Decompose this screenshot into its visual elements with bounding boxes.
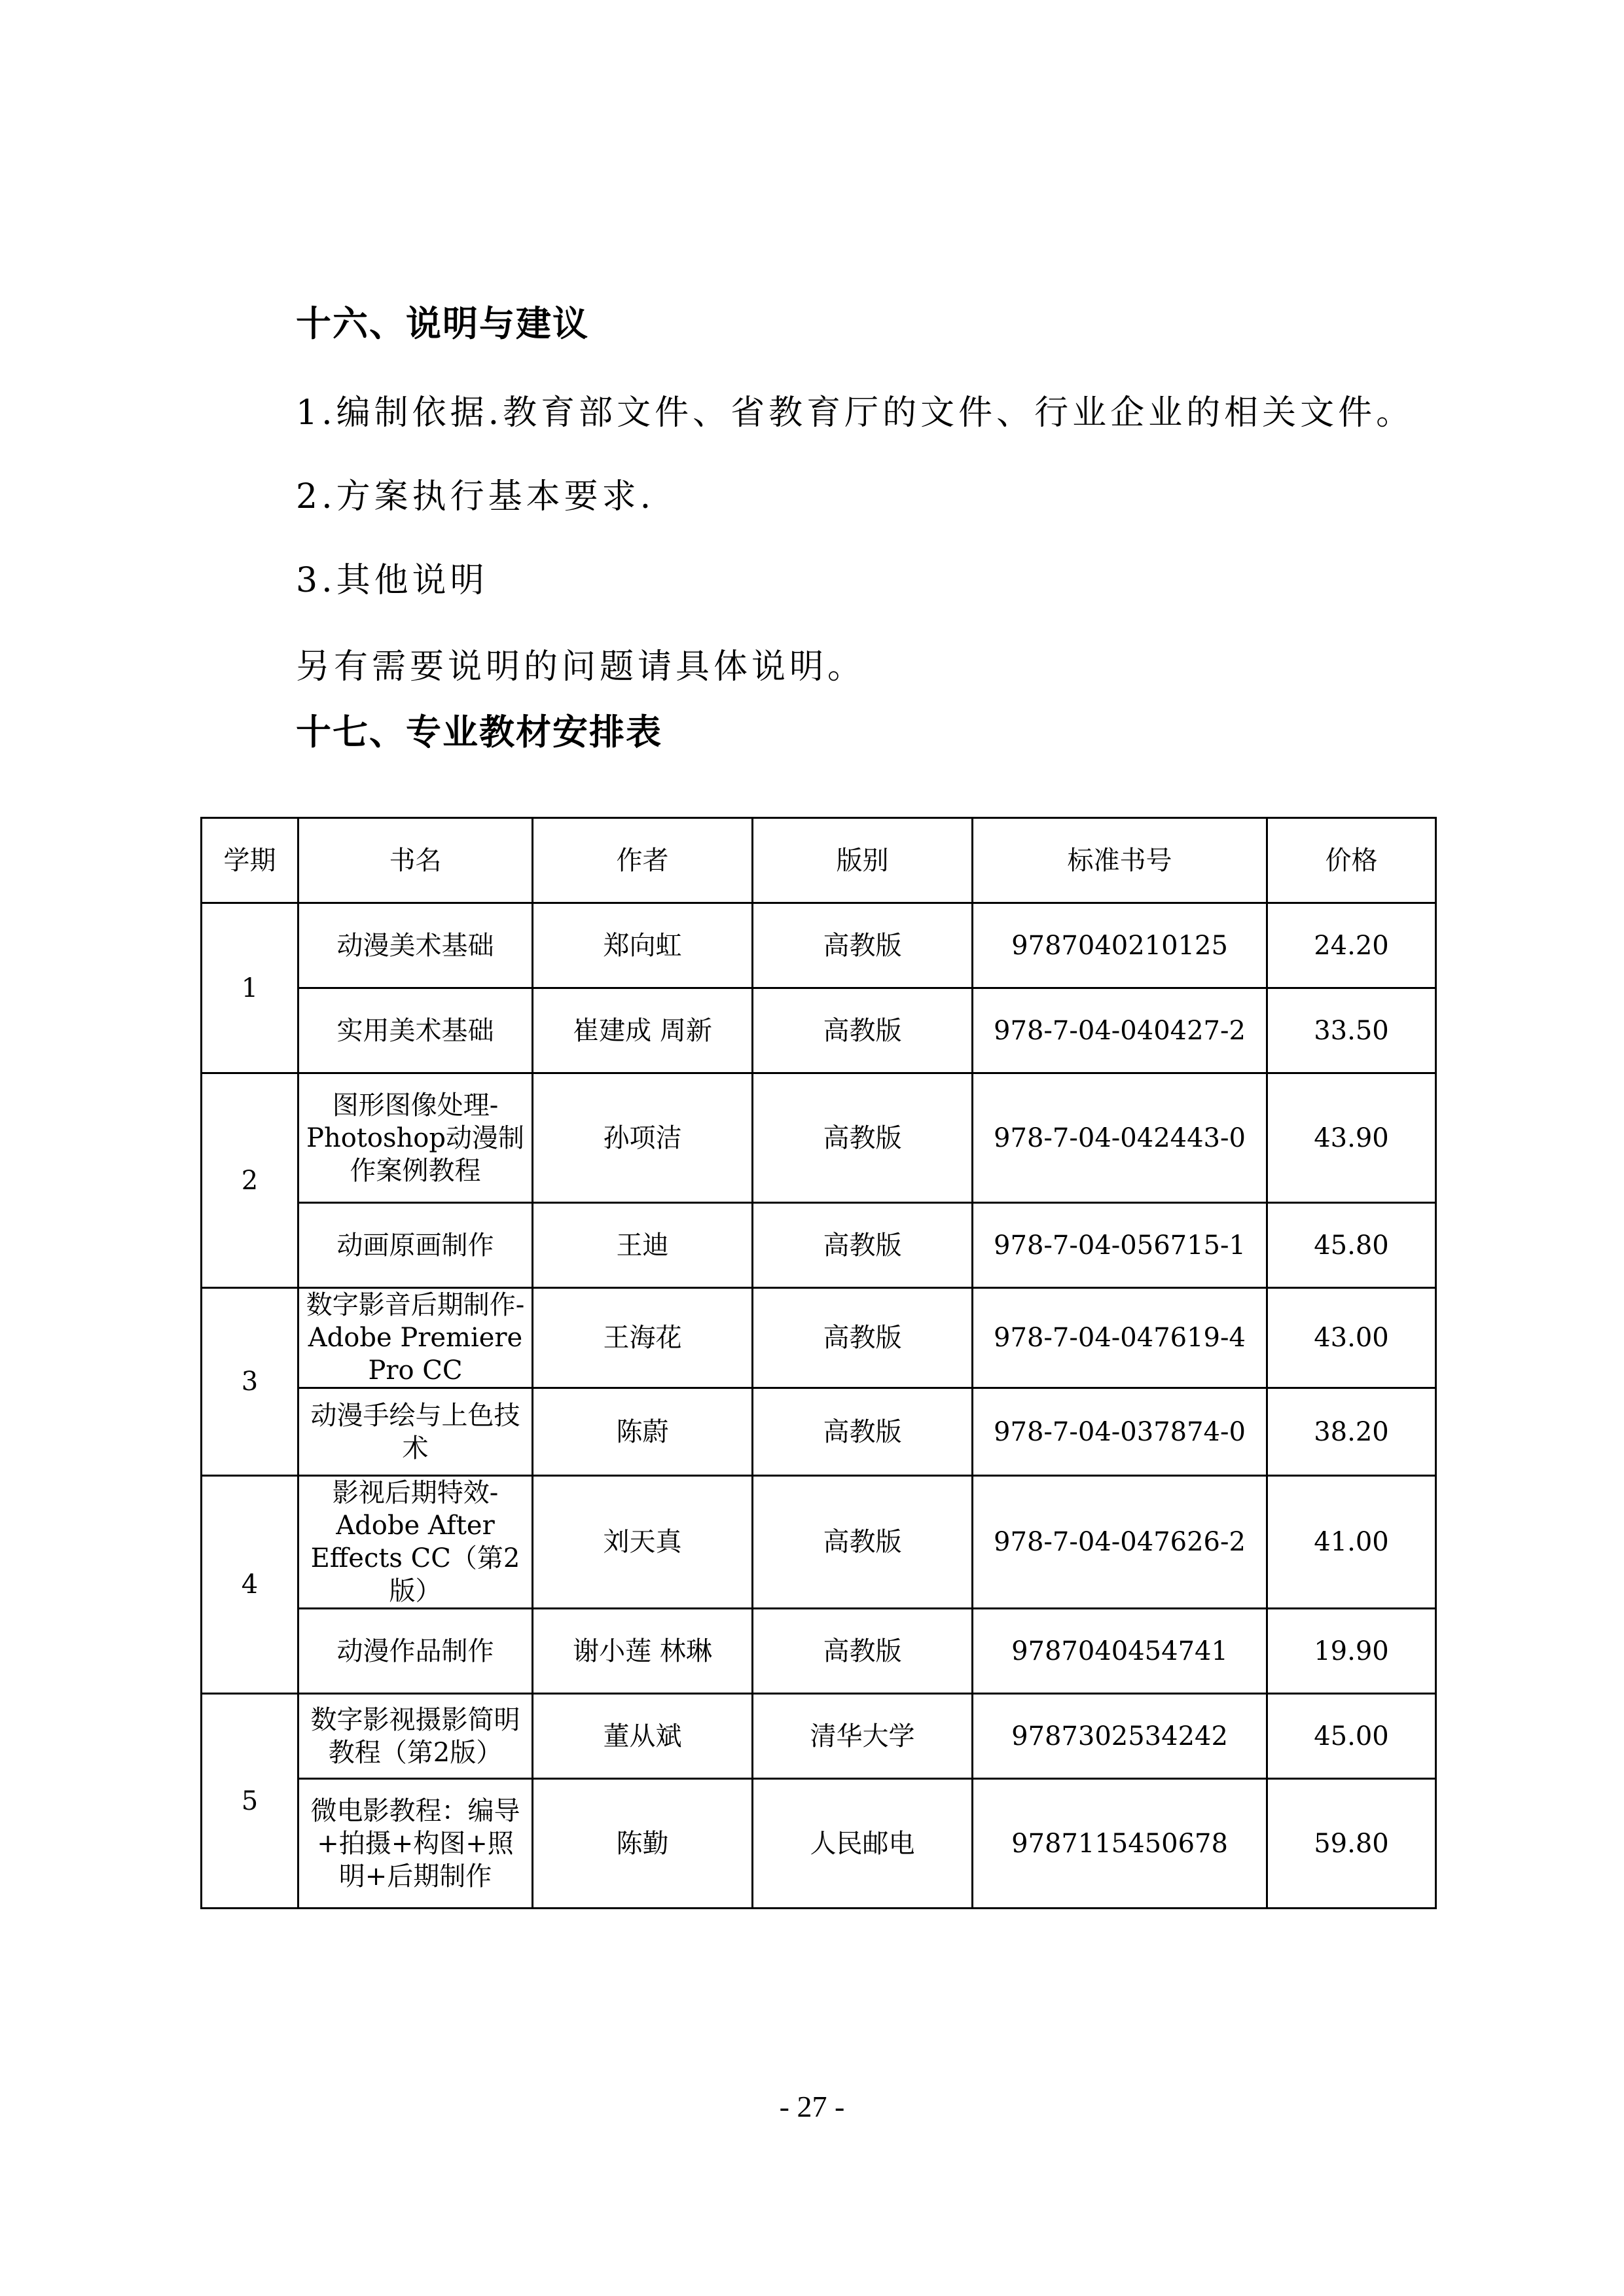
isbn-cell: 9787115450678 xyxy=(973,1779,1267,1909)
author-cell: 陈勤 xyxy=(533,1779,753,1909)
header-author: 作者 xyxy=(533,818,753,903)
publisher-cell: 清华大学 xyxy=(753,1694,973,1779)
section-16-note: 另有需要说明的问题请具体说明。 xyxy=(296,647,866,687)
title-cell: 影视后期特效-Adobe After Effects CC（第2版） xyxy=(298,1476,533,1609)
price-cell: 38.20 xyxy=(1267,1388,1436,1476)
header-term: 学期 xyxy=(202,818,298,903)
author-cell: 谢小莲 林琳 xyxy=(533,1609,753,1694)
term-cell: 5 xyxy=(202,1694,298,1909)
title-cell: 微电影教程：编导+拍摄+构图+照明+后期制作 xyxy=(298,1779,533,1909)
term-cell: 1 xyxy=(202,903,298,1073)
publisher-cell: 高教版 xyxy=(753,1388,973,1476)
publisher-cell: 高教版 xyxy=(753,1073,973,1203)
author-cell: 王迪 xyxy=(533,1203,753,1288)
publisher-cell: 高教版 xyxy=(753,1476,973,1609)
isbn-cell: 9787302534242 xyxy=(973,1694,1267,1779)
textbook-table xyxy=(200,817,1437,1909)
author-cell: 刘天真 xyxy=(533,1476,753,1609)
section-16-item-1: 1.编制依据.教育部文件、省教育厅的文件、行业企业的相关文件。 xyxy=(296,393,1415,433)
term-cell: 2 xyxy=(202,1073,298,1288)
publisher-cell: 高教版 xyxy=(753,988,973,1073)
author-cell: 崔建成 周新 xyxy=(533,988,753,1073)
header-price: 价格 xyxy=(1267,818,1436,903)
price-cell: 19.90 xyxy=(1267,1609,1436,1694)
table-row xyxy=(202,1388,1436,1476)
author-cell: 王海花 xyxy=(533,1288,753,1388)
table-row xyxy=(202,1288,1436,1388)
author-cell: 董从斌 xyxy=(533,1694,753,1779)
title-cell: 图形图像处理-Photoshop动漫制作案例教程 xyxy=(298,1073,533,1203)
isbn-cell: 9787040454741 xyxy=(973,1609,1267,1694)
isbn-cell: 978-7-04-040427-2 xyxy=(973,988,1267,1073)
isbn-cell: 9787040210125 xyxy=(973,903,1267,988)
section-16-item-2: 2.方案执行基本要求. xyxy=(296,477,655,516)
title-cell: 动漫手绘与上色技术 xyxy=(298,1388,533,1476)
price-cell: 45.80 xyxy=(1267,1203,1436,1288)
header-title: 书名 xyxy=(298,818,533,903)
title-cell: 动漫美术基础 xyxy=(298,903,533,988)
table-header-row xyxy=(202,818,1436,903)
price-cell: 43.90 xyxy=(1267,1073,1436,1203)
publisher-cell: 高教版 xyxy=(753,1288,973,1388)
price-cell: 24.20 xyxy=(1267,903,1436,988)
header-publisher: 版别 xyxy=(753,818,973,903)
section-17-heading: 十七、专业教材安排表 xyxy=(296,711,662,753)
author-cell: 郑向虹 xyxy=(533,903,753,988)
price-cell: 41.00 xyxy=(1267,1476,1436,1609)
isbn-cell: 978-7-04-037874-0 xyxy=(973,1388,1267,1476)
publisher-cell: 高教版 xyxy=(753,903,973,988)
table-row xyxy=(202,1073,1436,1203)
title-cell: 动画原画制作 xyxy=(298,1203,533,1288)
price-cell: 43.00 xyxy=(1267,1288,1436,1388)
publisher-cell: 高教版 xyxy=(753,1203,973,1288)
price-cell: 33.50 xyxy=(1267,988,1436,1073)
publisher-cell: 人民邮电 xyxy=(753,1779,973,1909)
isbn-cell: 978-7-04-047619-4 xyxy=(973,1288,1267,1388)
table-row xyxy=(202,1476,1436,1609)
publisher-cell: 高教版 xyxy=(753,1609,973,1694)
table-row xyxy=(202,988,1436,1073)
term-cell: 4 xyxy=(202,1476,298,1694)
section-16-heading: 十六、说明与建议 xyxy=(296,303,589,344)
table-row xyxy=(202,1694,1436,1779)
isbn-cell: 978-7-04-042443-0 xyxy=(973,1073,1267,1203)
table-row xyxy=(202,1779,1436,1909)
section-16-item-3: 3.其他说明 xyxy=(296,561,488,600)
title-cell: 动漫作品制作 xyxy=(298,1609,533,1694)
title-cell: 数字影视摄影简明教程（第2版） xyxy=(298,1694,533,1779)
term-cell: 3 xyxy=(202,1288,298,1476)
table-row xyxy=(202,903,1436,988)
price-cell: 59.80 xyxy=(1267,1779,1436,1909)
isbn-cell: 978-7-04-056715-1 xyxy=(973,1203,1267,1288)
table-row xyxy=(202,1203,1436,1288)
title-cell: 数字影音后期制作-Adobe Premiere Pro CC xyxy=(298,1288,533,1388)
price-cell: 45.00 xyxy=(1267,1694,1436,1779)
isbn-cell: 978-7-04-047626-2 xyxy=(973,1476,1267,1609)
author-cell: 孙项洁 xyxy=(533,1073,753,1203)
table-row xyxy=(202,1609,1436,1694)
title-cell: 实用美术基础 xyxy=(298,988,533,1073)
author-cell: 陈蔚 xyxy=(533,1388,753,1476)
page-number: - 27 - xyxy=(779,2090,845,2123)
header-isbn: 标准书号 xyxy=(973,818,1267,903)
